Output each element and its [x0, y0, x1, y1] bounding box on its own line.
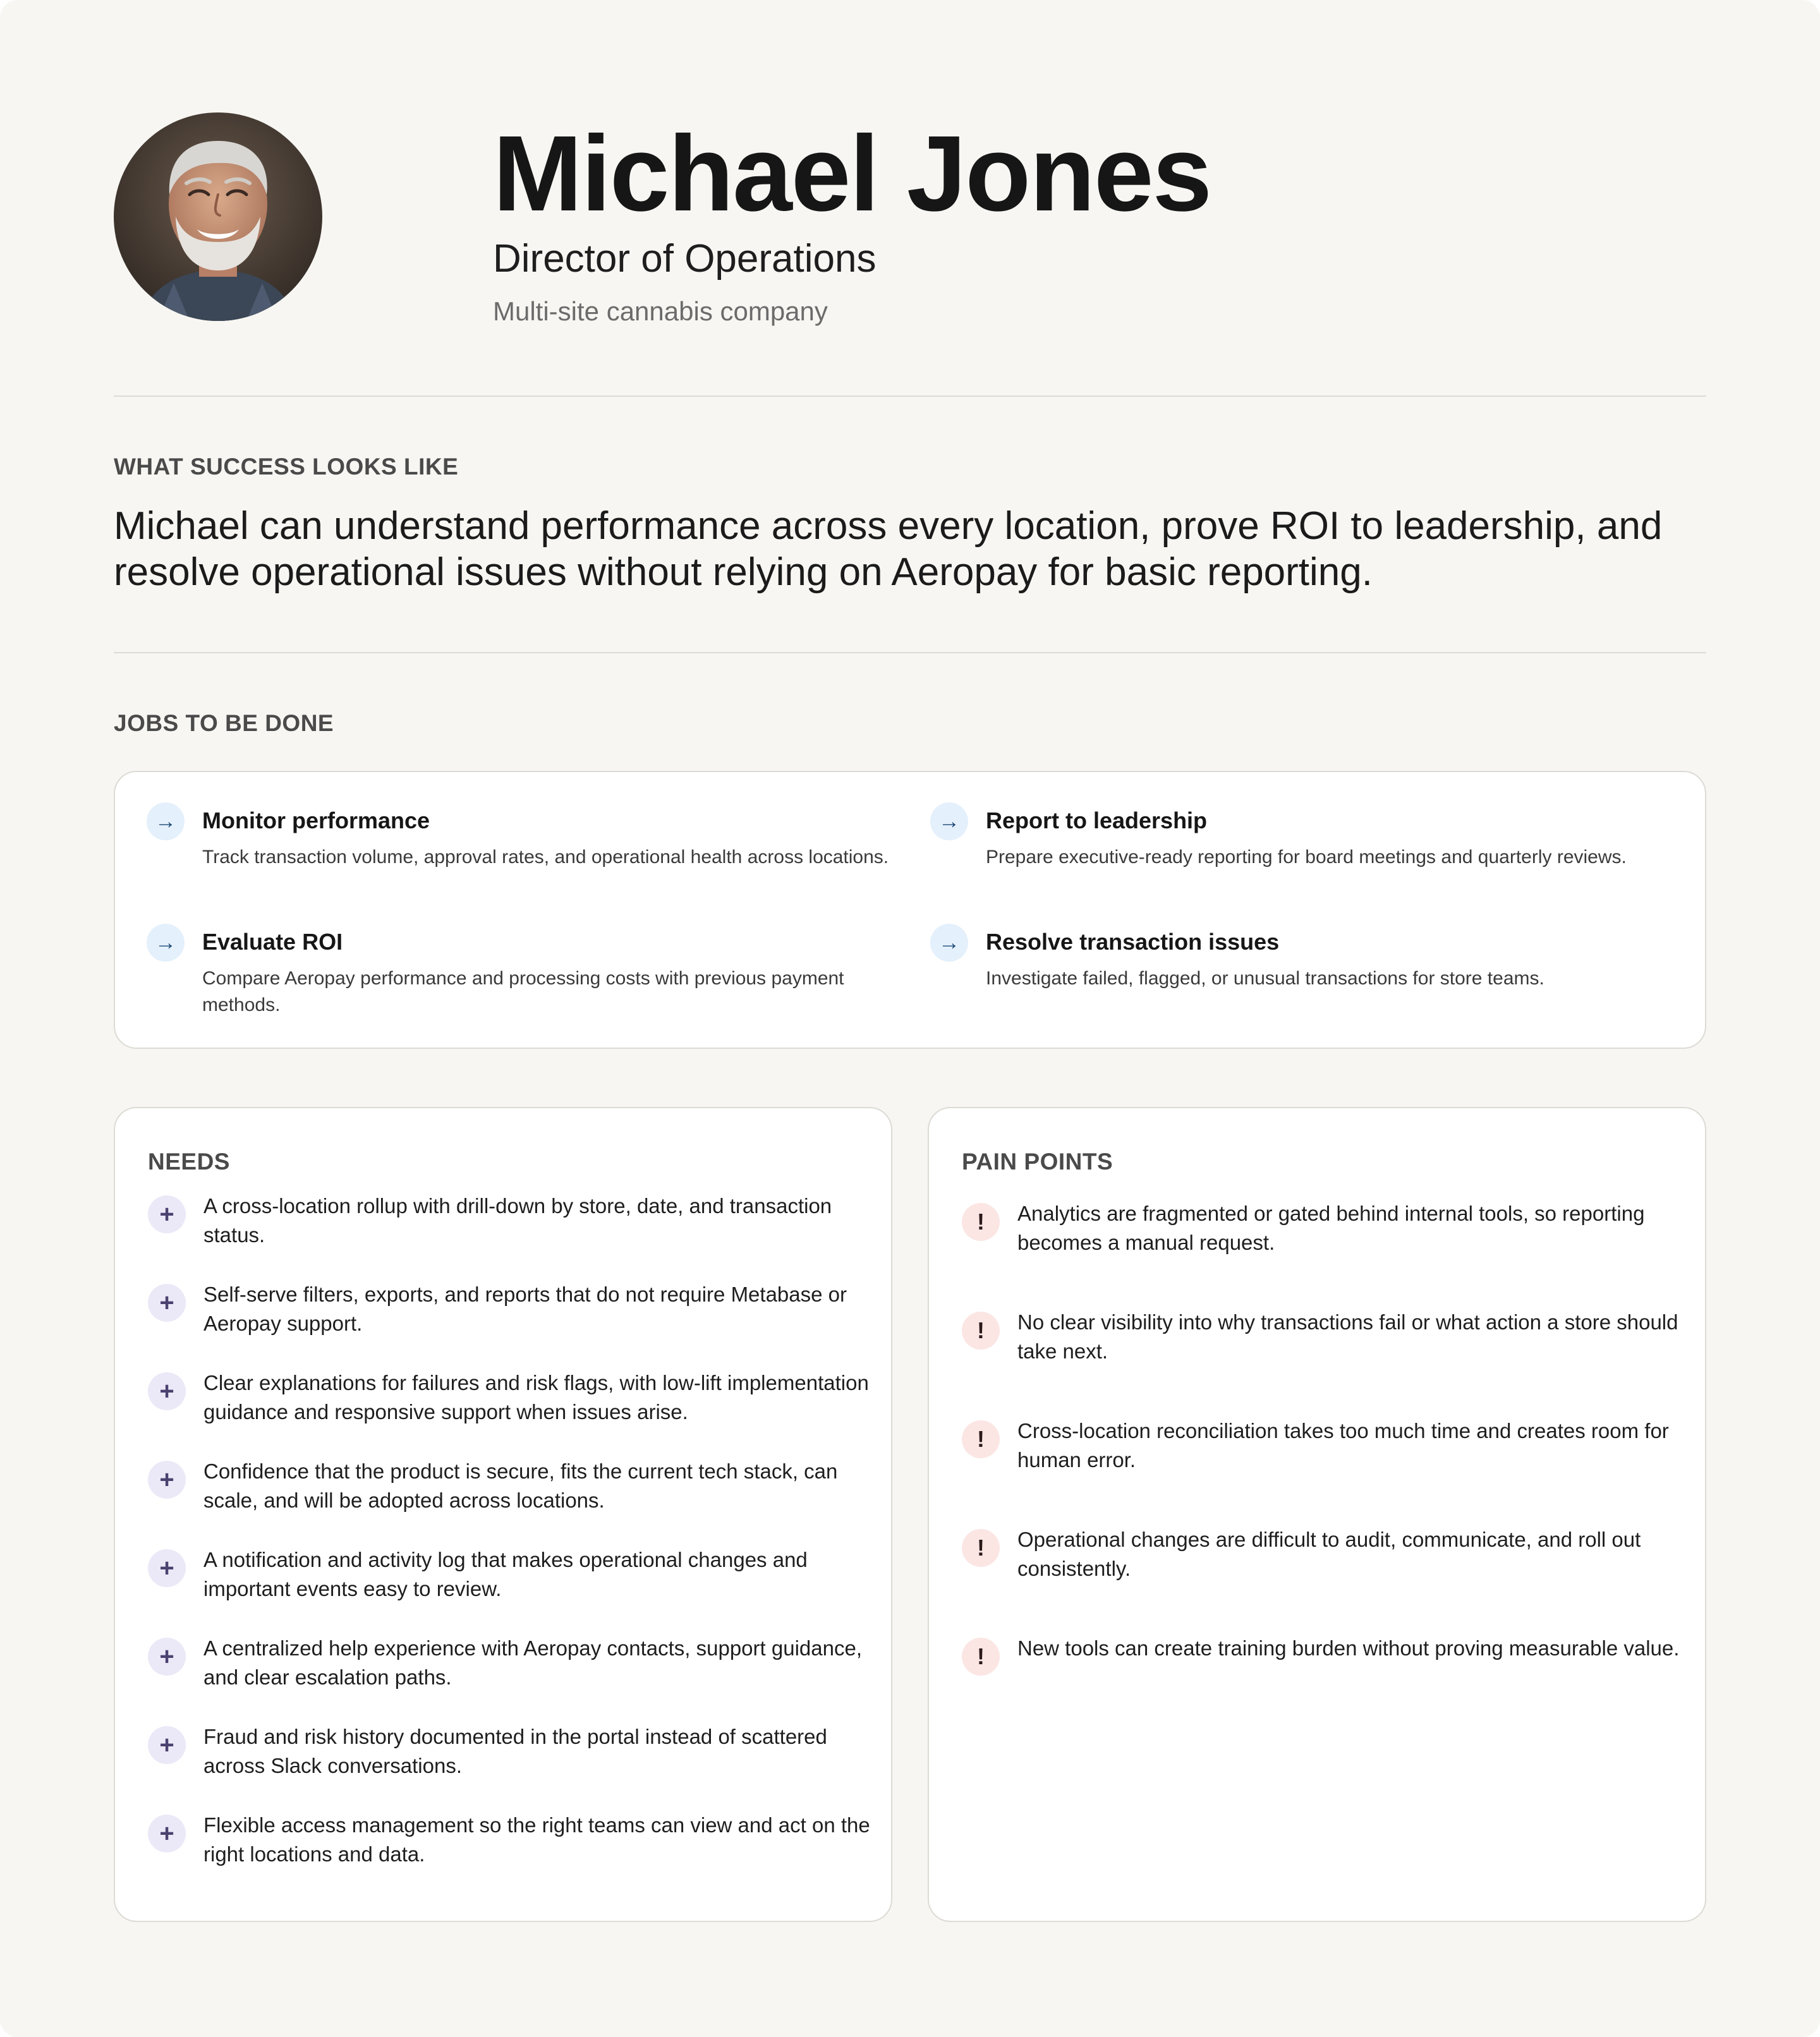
arrow-right-icon: → [930, 802, 968, 840]
profile-name: Michael Jones [493, 114, 1211, 234]
avatar-photo [114, 112, 322, 321]
plus-icon: + [148, 1726, 186, 1764]
jobs-card [114, 771, 1706, 1049]
job-title: Monitor performance [202, 807, 430, 833]
plus-icon: + [148, 1638, 186, 1676]
need-text: Self-serve filters, exports, and reports that do not require Metabase or Aeropay support. [203, 1283, 847, 1335]
needs-label: NEEDS [148, 1149, 230, 1175]
job-description: Track transaction volume, approval rates, and operational health across locations. [202, 847, 889, 867]
pain-point-text: Cross-location reconciliation takes too much time and creates room for human error. [1017, 1419, 1669, 1472]
job-title: Evaluate ROI [202, 929, 343, 955]
plus-icon: + [148, 1549, 186, 1587]
pain-point-text: Operational changes are difficult to audit, communicate, and roll out consistently. [1017, 1528, 1641, 1580]
plus-icon: + [148, 1372, 186, 1410]
profile-text [493, 112, 1630, 330]
plus-icon: + [148, 1284, 186, 1322]
job-title: Report to leadership [986, 807, 1208, 833]
plus-icon: + [148, 1461, 186, 1499]
arrow-right-icon: → [147, 924, 185, 962]
job-title: Resolve transaction issues [986, 929, 1280, 955]
profile-role: Director of Operations [493, 237, 877, 281]
success-statement: Michael can understand performance across every location, prove ROI to leadership, and resolve operational issues without relying on Aeropay for basic reporting. [114, 504, 1663, 594]
exclamation-icon: ! [962, 1638, 1000, 1676]
divider [114, 652, 1706, 653]
exclamation-icon: ! [962, 1420, 1000, 1458]
pain-point-text: No clear visibility into why transactions fail or what action a store should take next. [1017, 1310, 1678, 1363]
arrow-right-icon: → [930, 924, 968, 962]
avatar [114, 112, 322, 321]
need-text: A cross-location rollup with drill-down by store, date, and transaction status. [203, 1194, 832, 1247]
job-description: Investigate failed, flagged, or unusual transactions for store teams. [986, 968, 1544, 989]
arrow-right-icon: → [147, 802, 185, 840]
plus-icon: + [148, 1195, 186, 1233]
needs-card [114, 1107, 892, 1922]
exclamation-icon: ! [962, 1529, 1000, 1567]
plus-icon: + [148, 1815, 186, 1853]
exclamation-icon: ! [962, 1203, 1000, 1241]
pain-points-label: PAIN POINTS [962, 1149, 1113, 1175]
divider [114, 396, 1706, 397]
need-text: Clear explanations for failures and risk flags, with low-lift implementation guidance and responsive support when issues arise. [203, 1371, 869, 1423]
pain-point-text: New tools can create training burden without proving measurable value. [1017, 1636, 1680, 1660]
pain-points-card [928, 1107, 1706, 1922]
jobs-label: JOBS TO BE DONE [114, 710, 334, 736]
exclamation-icon: ! [962, 1312, 1000, 1350]
need-text: Fraud and risk history documented in the portal instead of scattered across Slack conversations. [203, 1725, 827, 1777]
profile-company: Multi-site cannabis company [493, 296, 828, 326]
need-text: A centralized help experience with Aeropay contacts, support guidance, and clear escalation paths. [203, 1636, 862, 1689]
need-text: A notification and activity log that makes operational changes and important events easy to review. [203, 1548, 808, 1600]
profile-header [114, 112, 1211, 326]
job-description: Prepare executive-ready reporting for board meetings and quarterly reviews. [986, 847, 1627, 867]
success-label: WHAT SUCCESS LOOKS LIKE [114, 454, 459, 480]
pain-point-text: Analytics are fragmented or gated behind internal tools, so reporting becomes a manual request. [1017, 1202, 1645, 1254]
need-text: Flexible access management so the right teams can view and act on the right locations and data. [203, 1813, 870, 1866]
job-description: Compare Aeropay performance and processing costs with previous payment methods. [202, 968, 844, 1015]
need-text: Confidence that the product is secure, fits the current tech stack, can scale, and will be adopted across locations. [203, 1460, 838, 1512]
